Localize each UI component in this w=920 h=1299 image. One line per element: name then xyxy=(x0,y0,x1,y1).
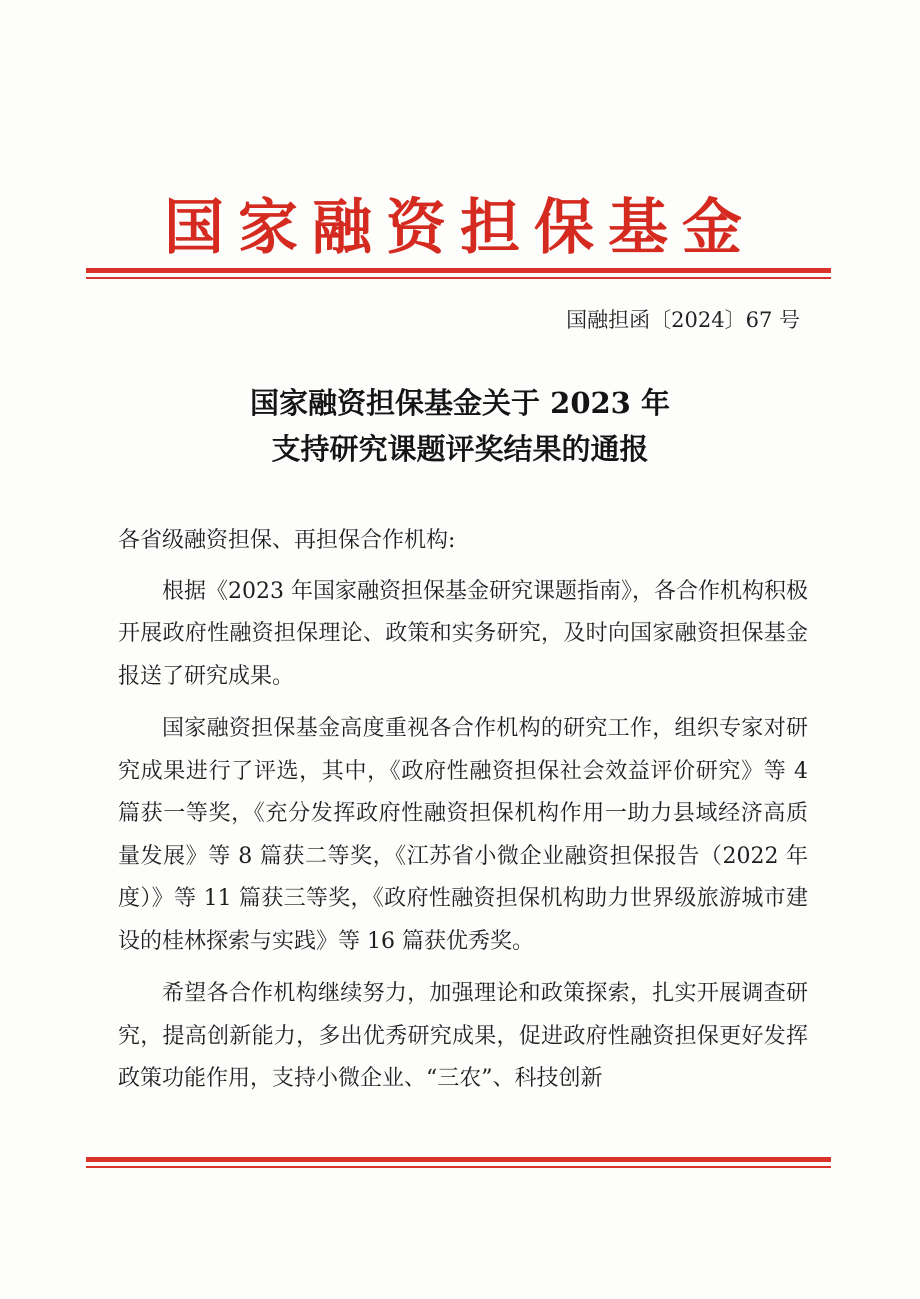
document-title-line-2: 支持研究课题评奖结果的通报 xyxy=(271,432,649,466)
paragraph-1: 根据《2023 年国家融资担保基金研究课题指南》，各合作机构积极开展政府性融资担保理论、政策和实务研究，及时向国家融资担保基金报送了研究成果。 xyxy=(118,578,808,689)
paragraph-2: 国家融资担保基金高度重视各合作机构的研究工作，组织专家对研究成果进行了评选，其中，《政府性融资担保社会效益评价研究》等 4 篇获一等奖，《充分发挥政府性融资担保机构作用一助力县域经济高质量发展》等 8 篇获二等奖，《江苏省小微企业融资担保报告（2022 年度）》等 11 篇获三等奖，《政府性融资担保机构助力世界级旅游城市建设的桂林探索与实践》等 16 篇获优秀奖。 xyxy=(118,716,808,954)
footer-divider-thin xyxy=(86,1166,831,1168)
document-number: 国融担函〔2024〕67 号 xyxy=(566,308,800,332)
paragraph-3: 希望各合作机构继续努力，加强理论和政策探索，扎实开展调查研究，提高创新能力，多出优秀研究成果，促进政府性融资担保更好发挥政策功能作用，支持小微企业、“三农”、科技创新 xyxy=(118,981,808,1091)
salutation: 各省级融资担保、再担保合作机构: xyxy=(118,528,456,553)
letterhead-title: 国家融资担保基金 xyxy=(164,193,756,263)
letterhead-divider xyxy=(86,268,831,273)
document-body xyxy=(118,520,808,1101)
letterhead-divider-thin xyxy=(86,277,831,279)
document-title xyxy=(90,380,830,472)
document-title-line-1: 国家融资担保基金关于 2023 年 xyxy=(250,386,670,420)
footer-divider xyxy=(86,1157,831,1162)
